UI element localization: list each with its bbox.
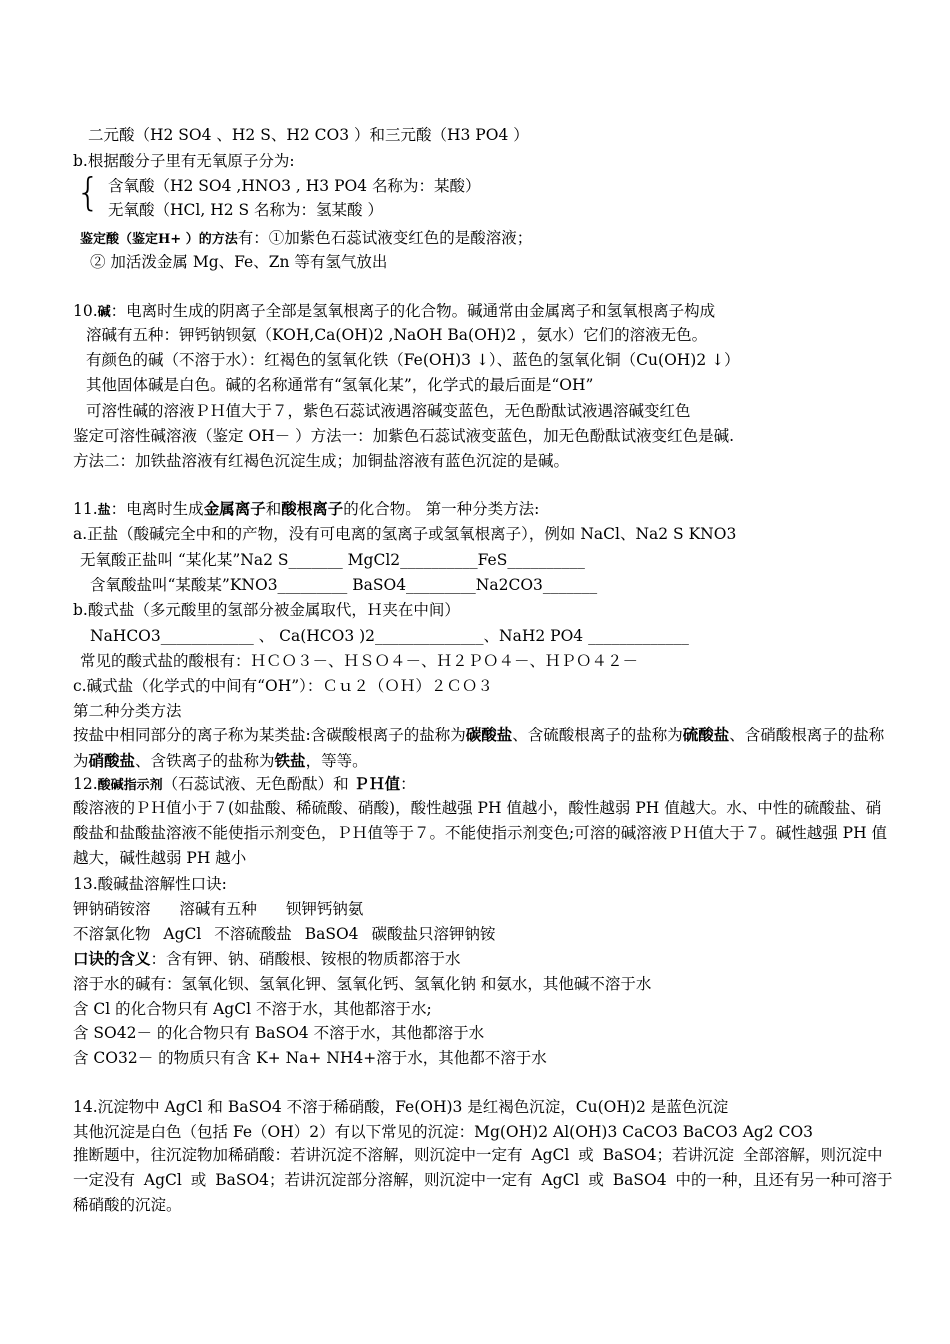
text-line: 不溶氯化物 AgCl 不溶硫酸盐 BaSO4 碳酸盐只溶钾钠铵	[73, 925, 496, 943]
text-line: 可溶性碱的溶液ＰＨ值大于７，紫色石蕊试液遇溶碱变蓝色，无色酚酞试液遇溶碱变红色	[86, 402, 691, 420]
section-heading: 14.沉淀物中 AgCl 和 BaSO4 不溶于稀硝酸，Fe(OH)3 是红褐色沉淀，Cu(OH)2 是蓝色沉淀	[73, 1098, 729, 1116]
heading-label: 鉴定酸（鉴定H+ ）的方法	[80, 232, 238, 247]
text-line: 钾钠硝铵溶 溶碱有五种 钡钾钙钠氨	[73, 900, 364, 918]
text-line: 其他固体碱是白色。碱的名称通常有“氢氧化某”，化学式的最后面是“OH”	[86, 376, 594, 394]
text-line: 方法二：加铁盐溶液有红褐色沉淀生成；加铜盐溶液有蓝色沉淀的是碱。	[73, 452, 570, 470]
section-heading: 13.酸碱盐溶解性口诀:	[73, 875, 227, 893]
text-line: c.碱式盐（化学式的中间有“OH”）：Ｃｕ２（ＯＨ）２ＣＯ３	[73, 677, 493, 695]
paragraph: 酸溶液的ＰＨ值小于７(如盐酸、稀硫酸、硝酸)，酸性越强 PH 值越小，酸性越弱 PH 值越大。水、中性的硫酸盐、硝酸盐和盐酸盐溶液不能使指示剂变色，ＰＨ值等于７。不能使指示剂变色;可溶的碱溶液ＰＨ值大于７。碱性越强 PH 值越大，碱性越弱 PH 越小	[73, 799, 888, 867]
text-line: 含 SO42－ 的化合物只有 BaSO4 不溶于水，其他都溶于水	[73, 1024, 485, 1042]
text-line: 第二种分类方法	[73, 702, 182, 720]
text-line: a.正盐（酸碱完全中和的产物，没有可电离的氢离子或氢氧根离子），例如 NaCl、Na2 S KNO3	[73, 525, 737, 543]
text-line: 含氧酸（H2 SO4 ,HNO3 , H3 PO4 名称为：某酸）	[108, 177, 481, 195]
text-line: 口诀的含义：含有钾、钠、硝酸根、铵根的物质都溶于水	[73, 949, 461, 968]
brace-icon: {	[76, 170, 101, 214]
text-line: 其他沉淀是白色（包括 Fe（OH）2）有以下常见的沉淀：Mg(OH)2 Al(OH)3 CaCO3 BaCO3 Ag2 CO3	[73, 1123, 814, 1141]
section-heading: 10.碱：电离时生成的阴离子全部是氢氧根离子的化合物。碱通常由金属离子和氢氧根离子构成	[73, 302, 716, 320]
text-line: 无氧酸正盐叫 “某化某”Na2 S_______ MgCl2__________FeS__________	[80, 551, 585, 569]
paragraph: 推断题中，往沉淀物加稀硝酸：若讲沉淀不溶解，则沉淀中一定有 AgCl 或 BaSO4；若讲沉淀 全部溶解，则沉淀中一定没有 AgCl 或 BaSO4；若讲沉淀部分溶解，则沉淀中一定有 AgCl 或 BaSO4 中的一种，且还有另一种可溶于稀硝酸的沉淀。	[73, 1146, 893, 1214]
text-line: 二元酸（H2 SO4 、H2 S、H2 CO3 ）和三元酸（H3 PO4 ）	[88, 126, 529, 144]
text-line: ② 加活泼金属 Mg、Fe、Zn 等有氢气放出	[90, 253, 388, 271]
text-line: 鉴定酸（鉴定H+ ）的方法有：①加紫色石蕊试液变红色的是酸溶液；	[80, 229, 533, 247]
text-line: 有颜色的碱（不溶于水）：红褐色的氢氧化铁（Fe(OH)3 ↓）、蓝色的氢氧化铜（Cu(OH)2 ↓）	[86, 351, 740, 369]
text-line: 常见的酸式盐的酸根有：ＨＣＯ３－、ＨＳＯ４－、Ｈ２ＰＯ４－、ＨＰＯ４２－	[80, 652, 639, 670]
text-line: NaHCO3____________ 、 Ca(HCO3 )2______________、NaH2 PO4 _____________	[90, 627, 689, 645]
text-line: 溶碱有五种：钾钙钠钡氨（KOH,Ca(OH)2 ,NaOH Ba(OH)2 ，氨水）它们的溶液无色。	[86, 326, 708, 344]
text-line: 溶于水的碱有：氢氧化钡、氢氧化钾、氢氧化钙、氢氧化钠 和氨水，其他碱不溶于水	[73, 975, 652, 993]
text-line: 无氧酸（HCl, H2 S 名称为：氢某酸 ）	[108, 201, 383, 219]
text-line: b.酸式盐（多元酸里的氢部分被金属取代，Ｈ夹在中间）	[73, 601, 460, 619]
text-line: 含 Cl 的化合物只有 AgCl 不溶于水，其他都溶于水;	[73, 1000, 432, 1018]
paragraph: 按盐中相同部分的离子称为某类盐:含碳酸根离子的盐称为碳酸盐、含硫酸根离子的盐称为硫酸盐、含硝酸根离子的盐称为硝酸盐、含铁离子的盐称为铁盐，等等。	[73, 725, 885, 770]
text-line: 含氧酸盐叫“某酸某”KNO3_________ BaSO4_________Na2CO3_______	[90, 576, 598, 594]
text-line: 鉴定可溶性碱溶液（鉴定 OH－ ）方法一：加紫色石蕊试液变蓝色，加无色酚酞试液变红色是碱.	[73, 427, 735, 445]
text-line: b.根据酸分子里有无氧原子分为:	[73, 152, 295, 170]
text-line: 含 CO32－ 的物质只有含 K+ Na+ NH4+溶于水，其他都不溶于水	[73, 1049, 547, 1067]
section-heading: 11.盐：电离时生成金属离子和酸根离子的化合物。 第一种分类方法:	[73, 499, 540, 518]
section-heading: 12.酸碱指示剂（石蕊试液、无色酚酞）和 ＰＨ值：	[73, 774, 416, 793]
